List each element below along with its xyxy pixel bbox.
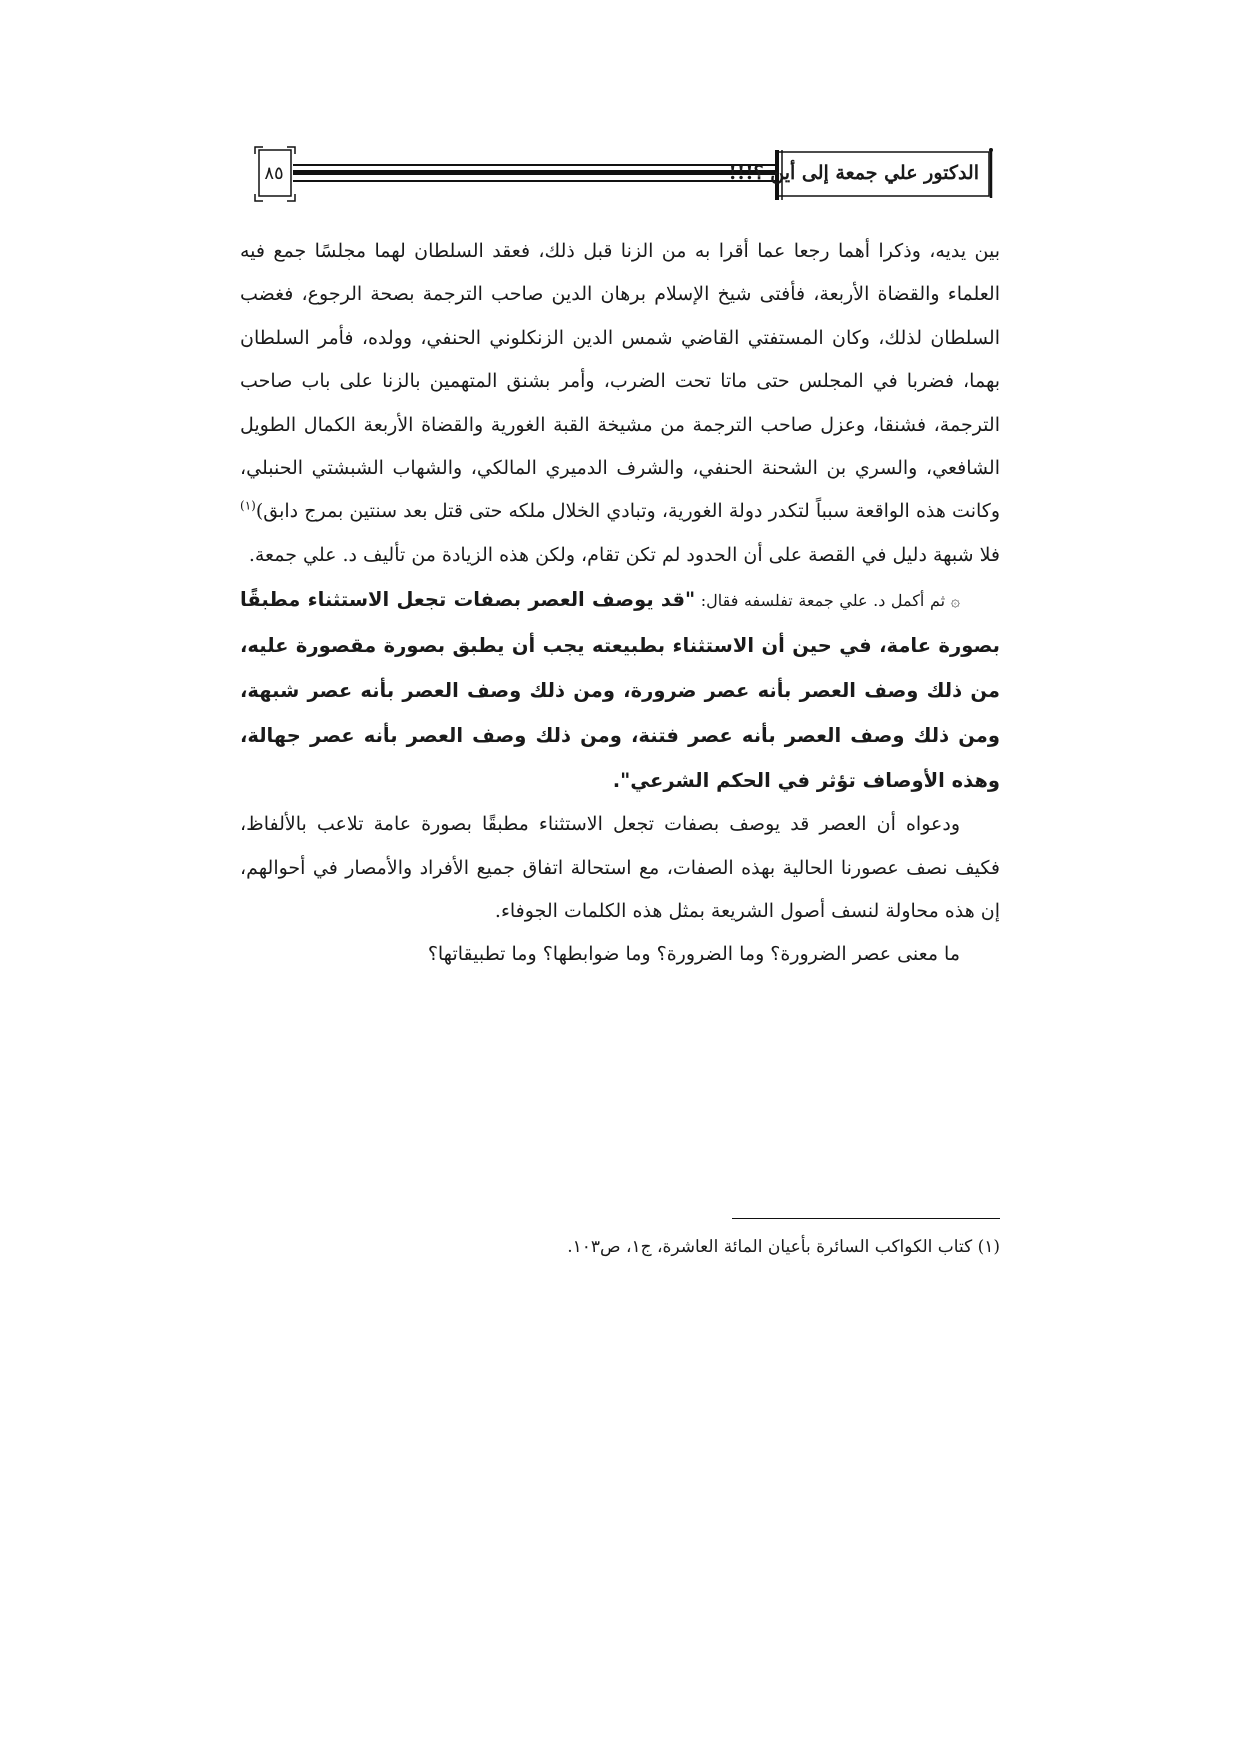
running-title: الدكتور علي جمعة إلى أين ؟!!! <box>728 162 979 184</box>
footnote-divider <box>732 1218 1000 1219</box>
footnote-ref-1: (١) <box>240 499 256 514</box>
paragraph-1-tail: فلا شبهة دليل في القصة على أن الحدود لم تكن تقام، ولكن هذه الزيادة من تأليف د. علي جمعة. <box>248 543 1000 566</box>
header-rule <box>293 164 775 182</box>
paragraph-3: ما معنى عصر الضرورة؟ وما الضرورة؟ وما ضوابطها؟ وما تطبيقاتها؟ <box>427 943 960 966</box>
quote-intro: ثم أكمل د. علي جمعة تفلسفه فقال: <box>695 591 951 611</box>
page-number: ٨٥ <box>264 163 284 184</box>
page-header <box>255 148 995 208</box>
running-title-frame <box>728 148 995 202</box>
footnote: (١) كتاب الكواكب السائرة بأعيان المائة العاشرة، ج١، ص١٠٣. <box>567 1237 1000 1257</box>
main-text <box>240 230 1000 977</box>
quote-text: "قد يوصف العصر بصفات تجعل الاستثناء مطبقًا بصورة عامة، في حين أن الاستثناء بطبيعته يجب أن يطبق بصورة مقصورة عليه، من ذلك وصف العصر بأنه عصر ضرورة، ومن ذلك وصف العصر بأنه عصر شبهة، ومن ذلك وصف العصر بأنه عصر فتنة، ومن ذلك وصف العصر بأنه عصر جهالة، وهذه الأوصاف تؤثر في الحكم الشرعي". <box>240 588 1000 793</box>
page-number-frame <box>251 146 297 202</box>
paragraph-1 <box>240 230 1000 577</box>
paragraph-1-text: بين يديه، وذكرا أهما رجعا عما أقرا به من الزنا قبل ذلك، فعقد السلطان لهما مجلسًا جمع فيه العلماء والقضاة الأربعة، فأفتى شيخ الإسلام برهان الدين صاحب الترجمة بصحة الرجوع، فغضب السلطان لذلك، وكان المستفتي القاضي شمس الدين الزنكلوني الحنفي، وولده، فأمر السلطان بهما، فضربا في المجلس حتى ماتا تحت الضرب، وأمر بشنق المتهمين بالزنا على باب صاحب الترجمة، فشنقا، وعزل صاحب الترجمة من مشيخة القبة الغورية والقضاة الأربعة الكمال الطويل الشافعي، والسري بن الشحنة الحنفي، والشرف الدميري المالكي، والشهاب الشبشتي الحنبلي، وكانت هذه الواقعة سبباً لتكدر دولة الغورية، وتبادي الخلال ملكه حتى قتل بعد سنتين بمرج دابق) <box>240 240 1000 523</box>
ornament-icon: ۞ <box>950 591 961 611</box>
paragraph-2: ودعواه أن العصر قد يوصف بصفات تجعل الاستثناء مطبقًا بصورة عامة تلاعب بالألفاظ، فكيف نصف عصورنا الحالية بهذه الصفات، مع استحالة اتفاق جميع الأفراد والأمصار في أحوالهم، إن هذه محاولة لنسف أصول الشريعة بمثل هذه الكلمات الجوفاء. <box>240 813 1000 923</box>
quote-block <box>240 577 1000 803</box>
